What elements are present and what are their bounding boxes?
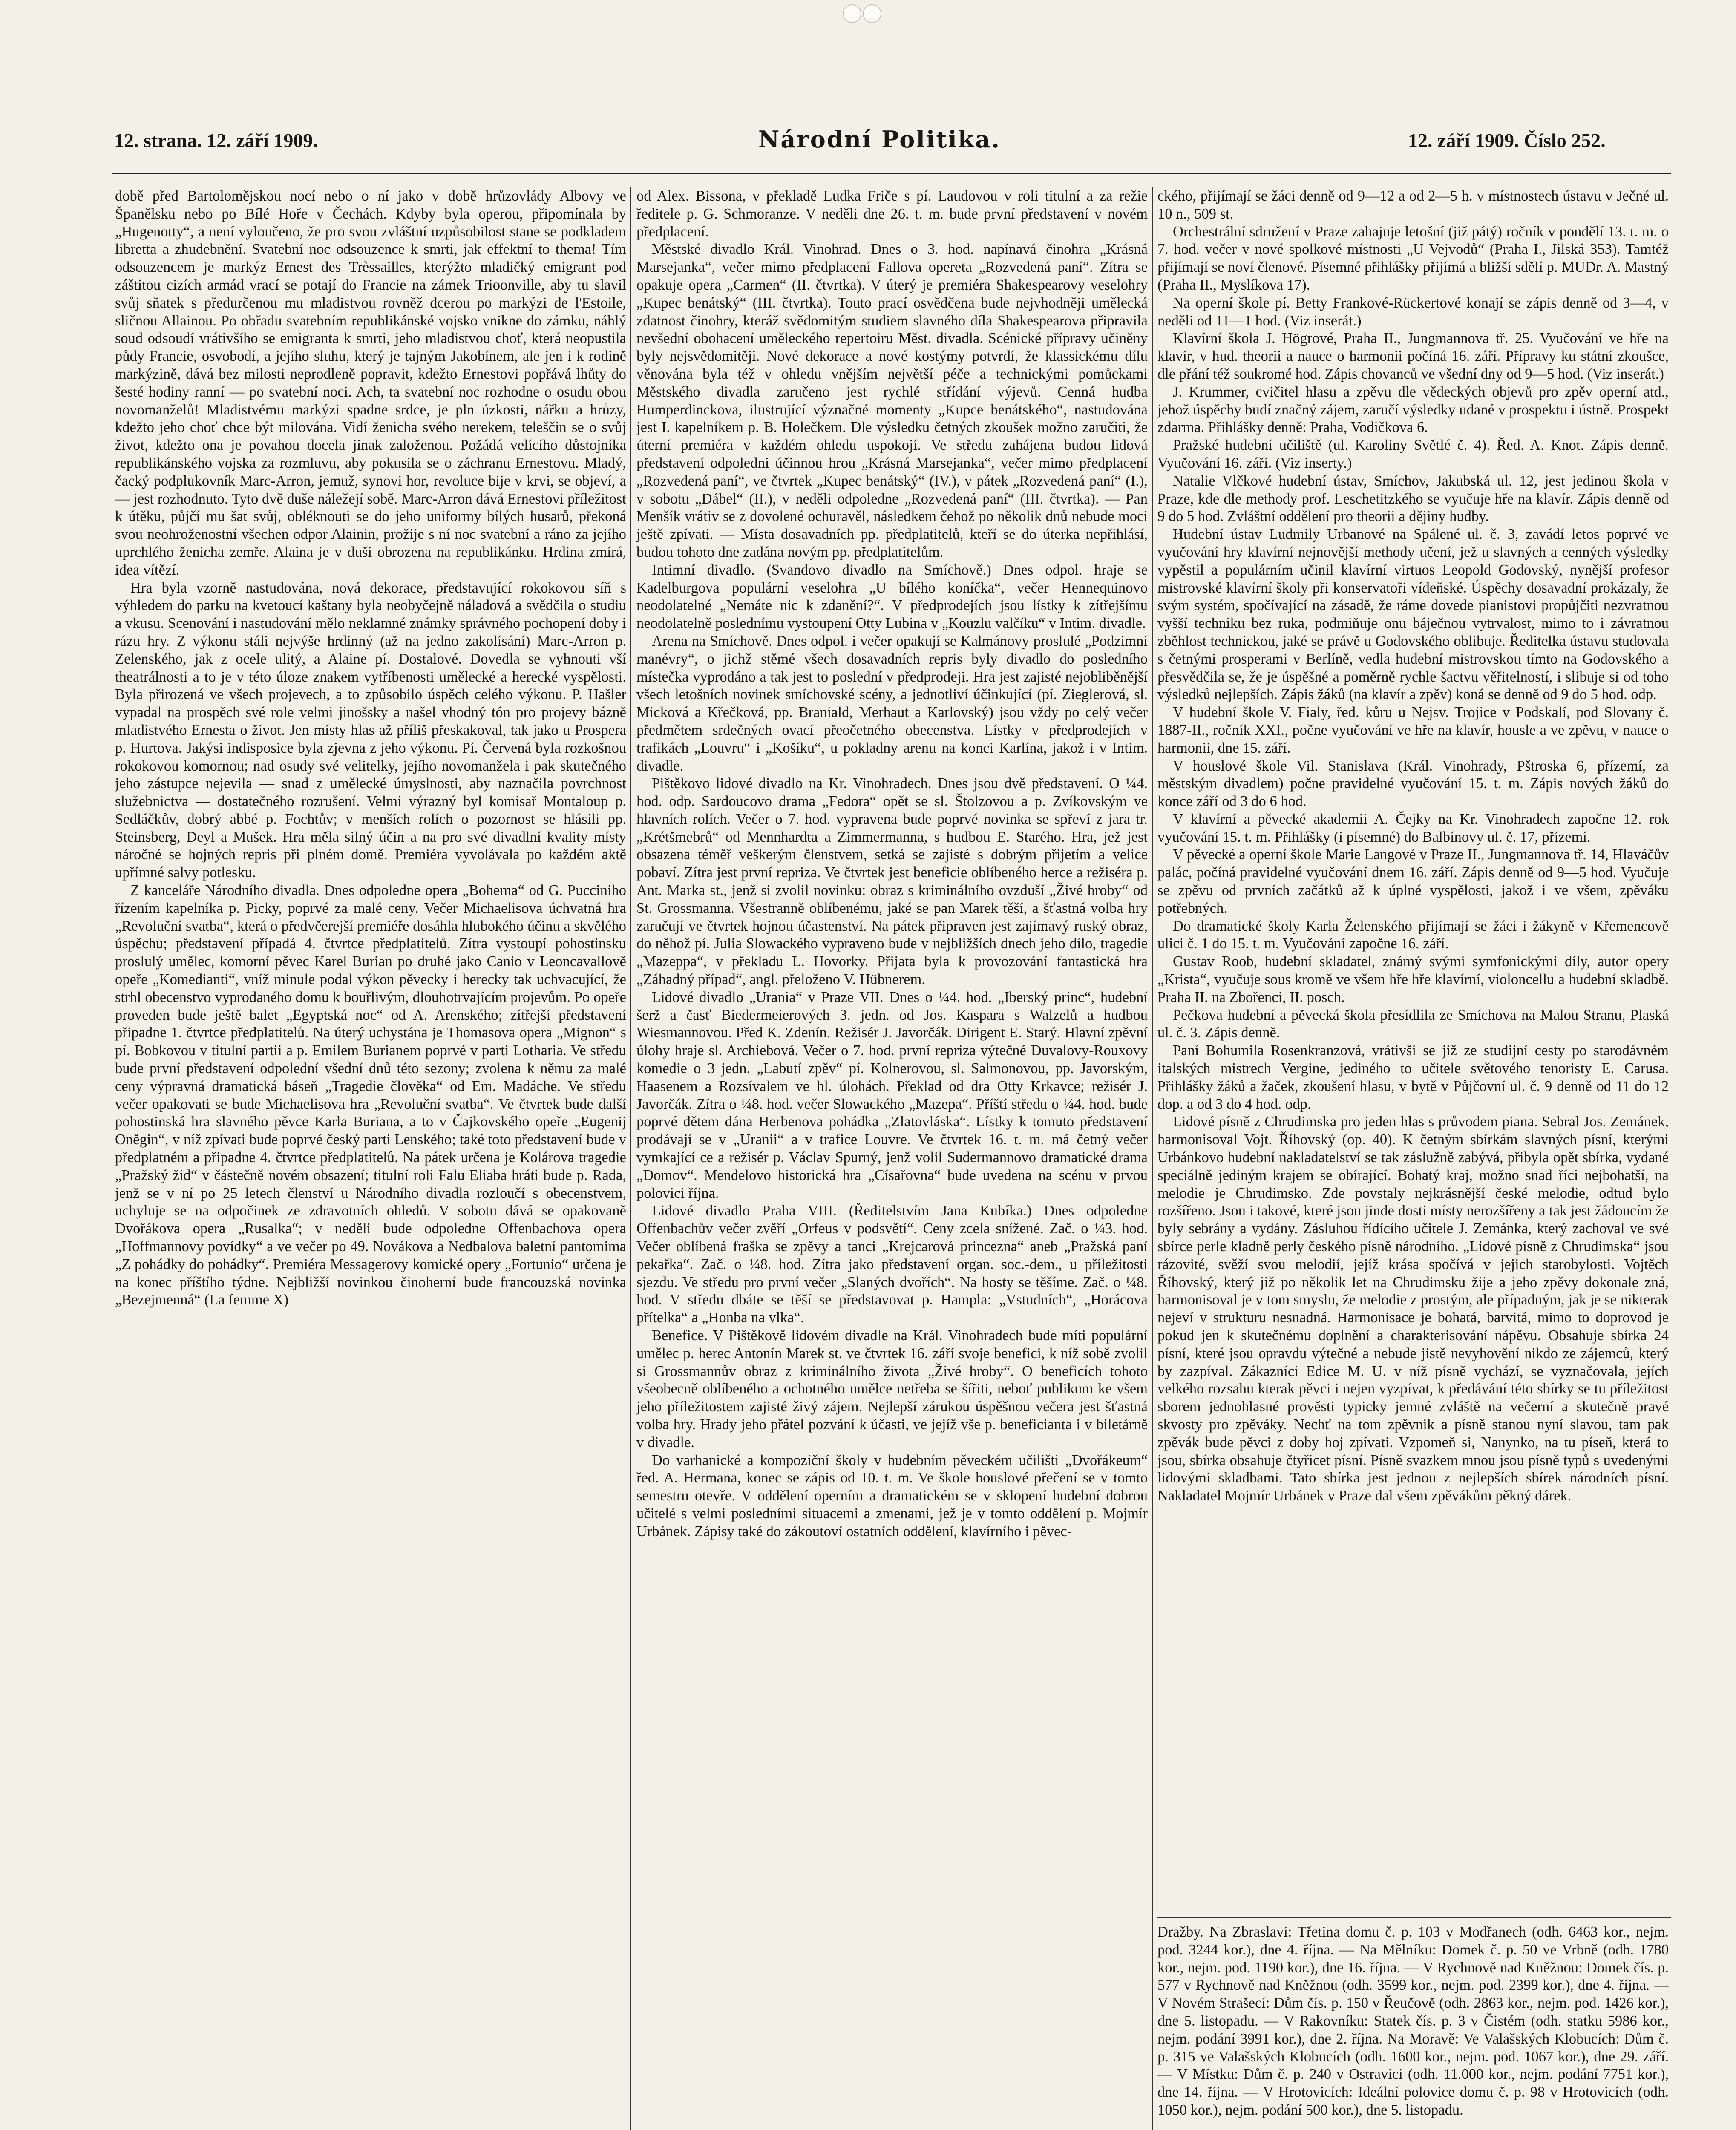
article-paragraph: Intimní divadlo. (Svandovo divadlo na Smíchově.) Dnes odpol. hraje se Kadelburgova populární veselohra „U bílého koníčka“, večer Hennequinovo neodolatelné „Nemáte nic k zdanění?“. V předprodejích jsou lístky k zítřejšímu neodolatelně poslednímu vystoupení Otty Lubina v „Kouzlu valčíku“ v Intim. divadle. [636,561,1148,632]
header-left: 12. strana. 12. září 1909. [114,130,318,151]
column-divider [1152,187,1153,2130]
article-paragraph: Benefice. V Pištěkově lidovém divadle na Král. Vinohradech bude míti populární umělec p. herec Antonín Marek st. ve čtvrtek 16. září svoje benefici, k níž sobě zvolil si Grossmannův obraz z kriminálního života „Živé hroby“. O beneficích tohoto všeobecně oblíbeného a ochotného umělce netřeba se šířiti, neboť publikum ke všem jeho příležitostem zajisté živý zájem. Nejlepší zárukou úspěšnou večera jest šťastná volba hry. Hrady jeho přátel pozvání k účasti, ve jejíž vše p. beneficianta i v biletárně v divadle. [636,1327,1148,1451]
article-paragraph: V klavírní a pěvecké akademii A. Čejky na Kr. Vinohradech započne 12. rok vyučování 15. t. m. Přihlášky (i písemné) do Balbínovy ul. č. 17, přízemí. [1157,811,1669,845]
auctions-paragraph: Dražby. Na Zbraslavi: Třetina domu č. p. 103 v Modřanech (odh. 6463 kor., nejm. pod. 3244 kor.), dne 4. října. — Na Mělníku: Domek č. p. 50 ve Vrbně (odh. 1780 kor., nejm. pod. 1190 kor.), dne 16. října. — V Rychnově nad Kněžnou: Domek čís. p. 577 v Rychnově nad Kněžnou (odh. 3599 kor., nejm. pod. 2399 kor.), dne 4. října. — V Novém Strašecí: Dům čís. p. 150 v Řeučově (odh. 2863 kor., nejm. pod. 1426 kor.), dne 5. listopadu. — V Rakovníku: Statek čís. p. 3 v Čistém (odh. statku 5986 kor., nejm. podání 3991 kor.), dne 2. října. Na Moravě: Ve Valašských Klobucích: Dům č. p. 315 ve Valašských Klobucích (odh. 1600 kor., nejm. pod. 1067 kor.), dne 29. září. — V Místku: Dům č. p. 240 v Ostravici (odh. 11.000 kor., nejm. podání 7751 kor.), dne 14. října. — V Hrotovicích: Ideální polovice domu č. p. 98 v Hrotovicích (odh. 1050 kor.), nejm. podání 500 kor.), dne 5. listopadu. [1157,1924,1669,2118]
article-paragraph: Do varhanické a kompoziční školy v hudebním pěveckém učilišti „Dvořákeum“ řed. A. Hermana, konec se zápis od 10. t. m. Ve škole houslové přečení se v tomto semestru otevře. V oddělení operním a dramatickém se v sklopení hudební dobrou učitelé s velmi posledními situacemi a zmenami, jež je v tomto oddělení p. Mojmír Urbánek. Zápisy také do zákoutoví ostatních oddělení, klavírního i pěvec- [636,1452,1148,1540]
auctions-notice [1157,1923,1669,2130]
punch-hole [863,4,881,23]
article-column-3 [1157,187,1669,1908]
article-paragraph: J. Krummer, cvičitel hlasu a zpěvu dle vědeckých objevů pro zpěv operní atd., jehož úspěchy budí značný zájem, zaručí výsledky udané v prospektu i ústně. Prospekt zdarma. Přihlášky denně: Praha, Vodičkova 6. [1157,383,1669,436]
article-paragraph: od Alex. Bissona, v překladě Ludka Friče s pí. Laudovou v roli titulní a za režie ředitele p. G. Schmoranze. V neděli dne 26. t. m. bude první představení v novém předplacení. [636,188,1148,240]
column-divider [630,187,631,2130]
article-paragraph: Pištěkovo lidové divadlo na Kr. Vinohradech. Dnes jsou dvě představení. O ¼4. hod. odp. Sardoucovo drama „Fedora“ opět se sl. Štolzovou a p. Zvíkovským ve hlavních rolích. Večer o 7. hod. vypravena bude poprvé novinka se spřeví z jara tr. „Krétšmebrů“ od Mennhardta a Zimmermanna, s hudbou E. Starého. Hra, jež jest obsazena téměř veškerým členstvem, setká se zajisté s dobrým přijetím a velice pobaví. Zítra jest první repriza. Ve čtvrtek jest beneficie oblíbeného herce a režiséra p. Ant. Marka st., jenž si zvolil novinku: obraz s kriminálního ovzduší „Živé hroby“ od St. Grossmanna. Všestranně oblíbenému, jaké se pan Marek těší, a šťastná volba hry zaručují ve čtvrtek hojnou účastenství. Na pátek připraven jest zajímavý ruský obraz, do něhož pí. Julia Slowackého vypraveno bude v nejbližších dnech jeho dílo, tragedie „Mazeppa“, v překladu L. Hovorky. Přijata byla k provozování fantastická hra „Záhadný případ“, angl. přeloženo V. Hübnerem. [636,775,1148,988]
article-paragraph: Hudební ústav Ludmily Urbanové na Spálené ul. č. 3, zavádí letos poprvé ve vyučování hry klavírní nejnovější methody učení, jež u slavných a cenných výsledky vypěstil a populárním učinil klavírní virtuos Leopold Godovský, nynější profesor mistrovské klavírní školy při konservatoři vídeňské. Úspěchy dosavadní prokázaly, že svým systém, spočívající na zásadě, že ráme dovede pianistovi propůjčiti nezvratnou vyšší techniku bez ruka, podmiňuje onu báječnou vytrvalost, mimo to i závratnou zběhlost technickou, jaké se právě u Godovského oblibuje. Ředitelka ústavu studovala s četnými prosperami v Berlíně, vedla hudební mistrovskou tímto na Godovského a přesvědčila se, že je úspěšné a poměrně rychle šactvu věřitelností, i slibuje si od toho výsledků nejlepších. Zápis žáků (na klavír a zpěv) koná se denně od 9 do 5 hod. odp. [1157,526,1669,703]
article-column-1 [115,187,626,2130]
page-header [0,126,1736,173]
article-paragraph: Orchestrální sdružení v Praze zahajuje letošní (již pátý) ročník v pondělí 13. t. m. o 7. hod. večer v nové spolkové místnosti „U Vejvodů“ (Praha I., Jilská 353). Tamtéž přijímají se noví členové. Písemné přihlášky přijímá a bližší sdělí p. MUDr. A. Mastný (Praha II., Myslíkova 17). [1157,223,1669,293]
article-paragraph: Do dramatické školy Karla Želenského přijímají se žáci i žákyně v Křemencově ulici č. 1 do 15. t. m. Vyučování započne 16. září. [1157,918,1669,952]
article-paragraph: Paní Bohumila Rosenkranzová, vrátivši se již ze studijní cesty po starodávném italských mistrech Vergine, jediného to učitele světového tenoristy E. Carusa. Přihlášky žáků a žaček, zkoušení hlasu, v bytě v Půjčovní ul. č. 9 denně od 11 do 12 dop. a od 3 do 4 hod. odp. [1157,1042,1669,1112]
article-paragraph: Lidové písně z Chrudimska pro jeden hlas s průvodem piana. Sebral Jos. Zemánek, harmonisoval Vojt. Říhovský (op. 40). K četným sbírkám slavných písní, kterými Urbánkovo hudební nakladatelství se tak záslužně zabývá, přibyla opět sbírka, vydané speciálně jediným krajem se obírající. Bohatý kraj, možno snad říci nejbohatší, na melodie je Chrudimsko. Zde povstaly nejkrásnější české melodie, odtud bylo rozšířeno. Jsou i takové, které jsou jinde dosti místy nerozšířeny a tak jest žádoucím že byly sebrány a vydány. Zásluhou řídícího učitele J. Zemánka, který zachoval ve své sbírce perle kladně perly českého písně národního. „Lidové písně z Chrudimska“ jsou rázovité, svěží svou melodií, jejíž krása spočívá v jejich starobylosti. Vojtěch Říhovský, který již po několik let na Chrudimsku žije a jeho zpěvy dokonale zná, harmonisoval je v tom smyslu, že melodie z prostým, ale případným, jak je se nikterak nejeví v strukturu nesnadná. Harmonisace je bohatá, barvitá, mimo to doprovod je pokud jen k skutečnému doplnění a charakterisování nápěvu. Obsahuje sbírka 24 písní, které jsou opravdu výtečné a nebude jistě nevyhovění nikdo ze zájemců, který by zazpíval. Zákazníci Edice M. U. v níž písně vychází, se vyznačovala, jejích velkého rozsahu kterak pěvci i nejen vyzpívat, k předávání této sbírky se tu příležitost sborem jednohlasné prověsti typicky jemné zvláště na večerní a skutečně pravé skvosty pro zpěváky. Nechť na tom zpěvnik a písně stanou nyní slavou, tam pak zpěvák bude pěvci z doby hoj zpívati. Vzpomeň si, Nanynko, na tu píseň, která to jsou, sbírka obsahuje čtyřicet písní. Písně svazkem mnou jsou písně typů s uvedenými lidovými skladbami. Tato sbírka jest jednou z nejlepších sbírek národních písní. Nakladatel Mojmír Urbánek v Praze dal všem zpěvákům pěkný dárek. [1157,1114,1669,1504]
header-rule [112,173,1671,174]
article-paragraph: Natalie Vlčkové hudební ústav, Smíchov, Jakubská ul. 12, jest jedinou škola v Praze, kde dle methody prof. Leschetitzkého se vyučuje hře na klavír. Zápis denně od 9 do 5 hod. Zvláštní oddělení pro theorii a dějiny hudby. [1157,472,1669,525]
article-paragraph: Pražské hudební učiliště (ul. Karoliny Světlé č. 4). Řed. A. Knot. Zápis denně. Vyučování 16. září. (Viz inserty.) [1157,437,1669,471]
article-paragraph: V hudební škole V. Fialy, řed. kůru u Nejsv. Trojice v Podskalí, pod Slovany č. 1887-II., ročník XXI., počne vyučování ve hře na klavír, housle a ve zpěvu, v nauce o harmonii, dne 15. září. [1157,704,1669,756]
article-paragraph: době před Bartolomějskou nocí nebo o ní jako v době hrůzovlády Albovy ve Španělsku nebo po Bílé Hoře v Čechách. Kdyby byla operou, připomínala by „Hugenotty“, a není vyloučeno, že pro svou zvláštní uzpůsobilost stane se podkladem libretta a zhudebnění. Svatební noc odsouzence k smrti, jak effektní to thema! Tím odsouzencem je markýz Ernest des Trèssailles, kterýžto mladičký emigrant pod záštitou cizích armád vrací se potají do Francie na zámek Trioonville, aby tu slavil svůj sňatek s předurčenou mu mladistvou rovněž dcerou po markýzi de l'Estoile, sličnou Allainou. Po obřadu svatebním republikánské vojsko vnikne do zámku, náhlý soud odsoudí vrátivšího se emigranta k smrti, jeho mladistvou choť, která neopustila půdy Francie, osvobodí, a jejího sluhu, který je tajným Jakobínem, ale jen i k rodině markýzině, dává bez milosti neprodleně popravit, kdežto Ernestovi popřává lhůty do šesté hodiny ranní — po svatební noci. Ach, ta svatební noc rozhodne o osudu obou novomanželů! Mladistvému markýzi spadne srdce, je pln úzkosti, nářku a hrůzy, kdežto jeho choť chce být milována. Vidí ženicha svého nerekem, teleščin se o svůj život, kdežto ona je povahou docela jinak založenou. Požádá velícího důstojníka republikánského vojska za rozmluvu, aby pokusila se o záchranu Ernestovu. Mladý, čacký podplukovník Marc-Arron, jemuž, synovi hor, revoluce bije v krvi, se objeví, a — jest rozhodnuto. Tyto dvě duše náležejí sobě. Marc-Arron dává Ernestovi příležitost k útěku, půjčí mu šat svůj, obléknouti se do jeho uniformy bílých husarů, překoná svou neohroženostní všechen odpor Alainin, prožije s ní noc svatební a ráno za jejího uprchlého ženicha zemře. Alaina je v duši obrozena na republikánku. Hrdina zmírá, idea vítězí. [115,188,626,578]
article-column-2 [636,187,1148,2130]
article-paragraph: Z kanceláře Národního divadla. Dnes odpoledne opera „Bohema“ od G. Pucciniho řízením kapelníka p. Picky, poprvé za malé ceny. Večer Michaelisova úchvatná hra „Revoluční svatba“, která o předvčerejší premiéře dosáhla hlubokého účinu a skvělého úspěchu; představení případá 4. čtvrtce předplatitelů. Zítra vystoupí pohostinsku proslulý umělec, komorní pěvec Karel Burian po druhé jako Canio v Leoncavallově opeře „Komedianti“, vníž minule podal výkon pěvecky i herecky tak uchvacující, že strhl obecenstvo vyprodaného domu k bouřlivým, dlouhotrvajícím projevům. Po opeře proveden bude ještě balet „Egyptská noc“ od A. Arenského; zítřejší představení připadne 1. čtvrtce předplatitelů. Na úterý uchystána je Thomasova opera „Mignon“ s pí. Bobkovou v titulní partii a p. Emilem Burianem poprvé v parti Lotharia. Ve středu bude první představení odpolední všední dnů této sezony; zvolena k němu za malé ceny výpravná dramatická báseň „Tragedie člověka“ od Em. Madáche. Ve středu večer opakovati se bude Michaelisova hra „Revoluční svatba“. Ve čtvrtek bude další pohostinská hra slavného pěvce Karla Buriana, a to v Čajkovského opeře „Eugenij Oněgin“, v níž zpívati bude poprvé český parti Lenského; také toto představení bude v předplatném a připadne 4. čtvrtce předplatitelů. Na pátek určena je Kolárova tragedie „Pražský žid“ v částečně novém obsazení; titulní roli Falu Eliaba hráti bude p. Rada, jenž se v ní po 25 letech členství u Národního divadla rozloučí s obecenstvem, uchyluje se na odpočinek ze zdravotních ohledů. V sobotu dává se opakovaně Dvořákova opera „Rusalka“; v neděli bude odpoledne Offenbachova opera „Hoffmannovy povídky“ a ve večer po 49. Novákova a Nedbalova baletní pantomima „Z pohádky do pohádky“. Premiéra Messagerovy komické opery „Fortunio“ určena je na konec příštího týdne. Nejbližší novinkou činoherní bude francouzská novinka „Bezejmenná“ (La femme X) [115,882,626,1308]
section-divider [1157,1917,1671,1918]
article-paragraph: Arena na Smíchově. Dnes odpol. i večer opakují se Kalmánovy proslulé „Podzimní manévry“, o jichž stěmé všech dosavadních repris byly divadlo do posledního místečka vyprodáno a tak jest to poslední v předprodeji. Hra jest zajisté nejobliběnější všech letošních novinek smíchovské scény, a jednotliví účinkující (pí. Zieglerová, sl. Micková a Křečková, pp. Braniald, Merhaut a Karlovský) jsou vždy po celý večer předmětem srdečných ovací přeočetného obecenstva. Lístky v předprodejích v trafikách „Louvru“ i „Košíku“, u pokladny arenu na konci Karlína, jakož i v Intim. divadle. [636,633,1148,774]
article-paragraph: Městské divadlo Král. Vinohrad. Dnes o 3. hod. napínavá činohra „Krásná Marsejanka“, večer mimo předplacení Fallova opereta „Rozvedená paní“. Zítra se opakuje opera „Carmen“ (II. čtvrtka). V úterý je premiéra Shakespearovy veselohry „Kupec benátský“ (III. čtvrtka). Touto prací osvědčena bude nejvhodněji umělecká zdatnost činohry, kteráž svědomitým studiem slavného díla Shakespearova připravila nevšední obohacení uměleckého repertoiru Měst. divadla. Scénické přípravy učiněny byly nejsvědomitěji. Nové dekorace a nové kostýmy potvrdí, že klassickému dílu věnována byla též v ohledu vnějším největší péče a technickými pomůckami Městského divadla zaručeno jest rychlé střídání výjevů. Cenná hudba Humperdinckova, ilustrující význačné momenty „Kupce benátského“, nastudována jest I. kapelníkem p. B. Holečkem. Dle výsledku četných zkoušek možno zaručiti, že úterní premiéra v každém ohledu uspokojí. Ve středu zahájena budou lidová představení odpoledni účinnou hrou „Krásná Marsejanka“, večer mimo předplacení „Rozvedená paní“, ve čtvrtek „Kupec benátský“ (IV.), v pátek „Rozvedená paní“ (I.), v sobotu „Dábel“ (II.), v neděli odpoledne „Rozvedená paní“ (III. čtvrtka). — Pan Menšík vrátiv se z dovolené ochuravěl, následkem čehož po několik dnů nebude moci ještě zpívati. — Místa dosavadních pp. předplatitelů, kteří se do úterka nepřihlásí, budou tohoto dne zadána novým pp. předplatitelům. [636,241,1148,560]
article-paragraph: Hra byla vzorně nastudována, nová dekorace, představující rokokovou síň s výhledem do parku na kvetoucí kaštany byla neobyčejně náladová a svědčila o studiu a vkusu. Scenování i nastudování mělo neklamné známky správného pochopení doby i rázu hry. Z výkonu stáli nejvýše hrdinný (až na jedno zakolísání) Marc-Arron p. Zelenského, jak z ocele ulitý, a Alaine pí. Dostalové. Dovedla se vyhnouti vší theatrálnosti a to je v této úloze znakem vytříbenosti umělecké a herecké vyspělosti. Byla přirozená ve všech projevech, a to způsobilo úspěch celého výkonu. P. Hašler vypadal na prospěch své role velmi jinošsky a našel vhodný tón pro projevy bázně mladistvého Ernesta o život. Jen místy hlas až příliš přeskakoval, tak jako u Prospera p. Hurtova. Jakýsi indisposice byla zjevna z jeho výkonu. Pí. Červená byla rozkošnou rokokovou komornou; nad osudy své velitelky, jejího novomanžela i pak skutečného jeho zástupce nejevila — snad z umělecké úmyslnosti, aby naznačila povrchnost služebnictva — dostatečného rozrušení. Velmi výrazný byl komisař Montaloup p. Sedláčkův, dobrý abbé p. Fochtův; v menších rolích o pozornost se hlásili pp. Steinsberg, Deyl a Mušek. Hra měla silný účin a na pro své divadlní kvality místy náročné se hojných repris při plném domě. Premiéra vyvolávala po každém aktě upřímné salvy potlesku. [115,579,626,881]
punch-hole [843,4,861,23]
article-paragraph: V pěvecké a operní škole Marie Langové v Praze II., Jungmannova tř. 14, Hlaváčův palác, počíná pravidelné vyučování dnem 16. září. Zápis denně od 9—5 hod. Vyučuje se zpěvu od prvních začátků až k úplné vyspělosti, jakož i ve všem, zpěváku potřebných. [1157,846,1669,916]
header-right: 12. září 1909. Číslo 252. [1408,130,1606,151]
article-paragraph: ckého, přijímají se žáci denně od 9—12 a od 2—5 h. v místnostech ústavu v Ječné ul. 10 n., 509 st. [1157,188,1669,222]
masthead-title: Národní Politika. [758,126,1001,153]
article-paragraph: Lidové divadlo Praha VIII. (Ředitelstvím Jana Kubíka.) Dnes odpoledne Offenbachův večer zvěří „Orfeus v podsvětí“. Ceny zcela snížené. Zač. o ¼3. hod. Večer oblíbená fraška se zpěvy a tanci „Krejcarová princezna“ aneb „Pražská paní pekařka“. Zač. o ¼8. hod. Zítra jako představení organ. soc.-dem., u příležitosti sjezdu. Ve středu pro první večer „Slaných dvořích“. Na hosty se těšíme. Zač. o ¼8. hod. V středu dbáte se těší se představovat p. Hampla: „Vstudních“, „Horácova přítelka“ a „Honba na vlka“. [636,1203,1148,1326]
article-paragraph: Klavírní škola J. Högrové, Praha II., Jungmannova tř. 25. Vyučování ve hře na klavír, v hud. theorii a nauce o harmonii počíná 16. září. Přípravy ku státní zkoušce, dle přání též soukromé hod. Zápis chovanců ve všední dny od 9—5 hod. (Viz inserát.) [1157,330,1669,382]
article-paragraph: Gustav Roob, hudební skladatel, známý svými symfonickými díly, autor opery „Krista“, vyučuje sous kromě ve všem hře hře klavírní, violoncellu a hudební skladbě. Praha II. na Zbořenci, II. posch. [1157,953,1669,1005]
article-paragraph: Na operní škole pí. Betty Frankové-Rückertové konají se zápis denně od 3—4, v neděli od 11—1 hod. (Viz inserát.) [1157,294,1669,329]
article-paragraph: Pečkova hudební a pěvecká škola přesídlila ze Smíchova na Malou Stranu, Plaská ul. č. 3. Zápis denně. [1157,1007,1669,1041]
article-paragraph: V houslové škole Vil. Stanislava (Král. Vinohrady, Pštroska 6, přízemí, za městským divadlem) počne pravidelné vyučování 15. t. m. Zápis nových žáků do konce září od 3 do 6 hod. [1157,757,1669,810]
article-paragraph: Lidové divadlo „Urania“ v Praze VII. Dnes o ¼4. hod. „Iberský princ“, hudební šerž a časť Biedermeierových 3. jedn. od Jos. Kaspara s Walzelů a hudbou Wiesmannovou. Před K. Zdenín. Režisér J. Javorčák. Dirigent E. Starý. Hlavní zpěvní úlohy hraje sl. Archiebová. Večer o 7. hod. první repriza výtečné Duvalovy-Rouxovy komedie o 3 jedn. „Labutí zpěv“ pí. Kolnerovou, sl. Salmonovou, pp. Javorským, Haasenem a Rozsívalem ve hl. úlohách. Překlad od dra Otty Krkavce; režisér J. Javorčák. Zítra o ¼8. hod. večer Slowackého „Mazepa“. Příští středu o ¼4. hod. bude poprvé dětem dána Herbenova pohádka „Zlatovláska“. Lístky k tomuto představení prodávají se v „Uranii“ a v trafice Louvre. Ve čtvrtek 16. t. m. má četný večer vymkající ce a režisér p. Václav Spurný, jenž volil Sudermannovo dramatické drama „Domov“. Mendelovo historická hra „Císařovna“ bude uvedena na scénu v prvou polovici října. [636,989,1148,1201]
